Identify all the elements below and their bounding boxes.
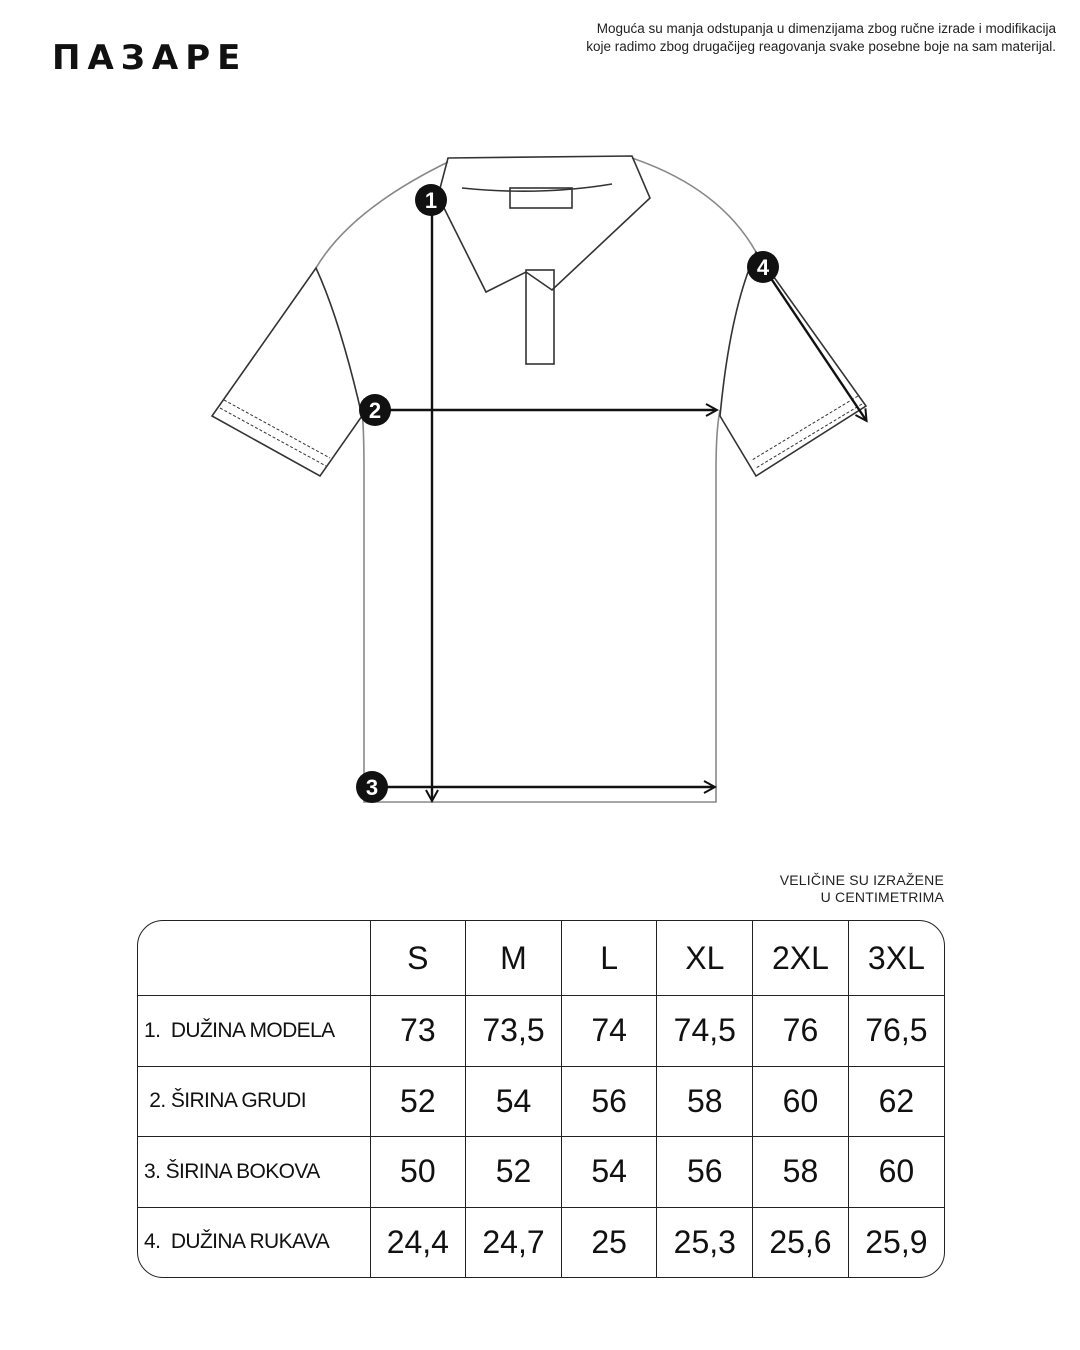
table-cell: 56 [657,1137,753,1208]
svg-text:4: 4 [756,255,770,280]
table-cell: 76,5 [848,996,944,1067]
marker-1 [415,184,447,216]
table-row [138,1137,944,1208]
table-cell: 56 [561,1066,657,1137]
size-header-xl: XL [657,921,753,996]
size-header-l: L [561,921,657,996]
size-chart-table [137,920,945,1278]
polo-shirt-diagram [0,140,1080,820]
table-cell: 62 [848,1066,944,1137]
row-label: 4. DUŽINA RUKAVA [138,1207,370,1277]
table-cell: 73,5 [466,996,562,1067]
table-cell: 25,3 [657,1207,753,1277]
svg-text:1: 1 [424,188,438,213]
table-row [138,1066,944,1137]
marker-3 [356,771,388,803]
table-cell: 73 [370,996,466,1067]
disclaimer-line-1: Moguća su manja odstupanja u dimenzijama zbog ručne izrade i modifikacija [596,21,1056,36]
table-header-row [138,921,944,996]
disclaimer-note [496,20,1056,56]
table-cell: 54 [466,1066,562,1137]
svg-text:2: 2 [368,398,382,423]
brand-logo: ПАЗАРЕ [52,38,248,78]
size-header-s: S [370,921,466,996]
table-cell: 58 [657,1066,753,1137]
table-cell: 25,9 [848,1207,944,1277]
disclaimer-line-2: koje radimo zbog drugačijeg reagovanja svake posebne boje na sam materijal. [586,39,1056,54]
sleeve-measure-line [764,268,866,420]
marker-2 [359,394,391,426]
row-label: 2. ŠIRINA GRUDI [138,1066,370,1137]
table-row [138,996,944,1067]
table-cell: 54 [561,1137,657,1208]
size-header-2xl: 2XL [753,921,849,996]
table-cell: 76 [753,996,849,1067]
measurement-lines [372,200,866,800]
table-cell: 74 [561,996,657,1067]
table-cell: 58 [753,1137,849,1208]
row-label: 3. ŠIRINA BOKOVA [138,1137,370,1208]
table-cell: 25 [561,1207,657,1277]
row-label: 1. DUŽINA MODELA [138,996,370,1067]
table-cell: 52 [466,1137,562,1208]
table-cell: 60 [848,1137,944,1208]
table-cell: 24,7 [466,1207,562,1277]
units-note-line-2: U CENTIMETRIMA [820,889,944,905]
table-cell: 50 [370,1137,466,1208]
table-cell: 60 [753,1066,849,1137]
table-cell: 52 [370,1066,466,1137]
svg-text:3: 3 [365,775,379,800]
table-cell: 24,4 [370,1207,466,1277]
table-cell: 25,6 [753,1207,849,1277]
size-header-m: M [466,921,562,996]
table-cell: 74,5 [657,996,753,1067]
units-note-line-1: VELIČINE SU IZRAŽENE [779,872,944,888]
units-note [780,872,944,906]
size-header-3xl: 3XL [848,921,944,996]
header-empty-cell [138,921,370,996]
table-row [138,1207,944,1277]
marker-4 [747,251,779,283]
